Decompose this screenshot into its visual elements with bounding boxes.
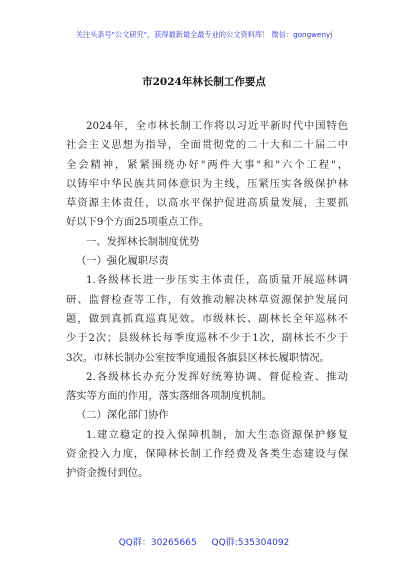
body-line: 2024年，全市林长制工作将以习近平新时代中国特色	[86, 120, 348, 132]
document-body	[66, 117, 348, 484]
header-banner: 关注头条号"公文研究"，获得最新最全最专业的公文资料库！ 微信：gongwenyj	[75, 30, 333, 39]
body-line: 全会精神，紧紧围绕办好"两件大事"和"六个工程"，	[66, 158, 348, 171]
footer-contacts	[0, 535, 408, 548]
body-line: 落实等方面的作用，落实落细各项制度机制。	[66, 390, 272, 403]
body-line: 好以下9个方面25项重点工作。	[66, 216, 210, 229]
body-line: 少于2次；县级林长每季度巡林不少于1次，副林长不少于	[66, 332, 348, 345]
body-line: 草资源主体责任，以高水平保护促进高质量发展，主要抓	[66, 197, 348, 210]
body-line: 资金投入力度，保障林长制工作经费及各类生态建设与保	[66, 448, 348, 461]
body-line: 3次。市林长制办公室按季度通报各旗县区林长履职情况。	[66, 351, 330, 364]
subsection-heading: （二）深化部门协作	[76, 409, 169, 422]
body-line: 研、监督检查等工作，有效推动解决林草资源保护发展问	[66, 293, 348, 306]
body-line: 护资金拨付到位。	[66, 467, 149, 480]
body-line: 1.各级林长进一步压实主体责任，高质量开展巡林调	[86, 274, 348, 287]
body-line: 2.各级林长办充分发挥好统筹协调、督促检查、推动	[86, 370, 348, 383]
body-line: 社会主义思想为指导，全面贯彻党的二十大和二十届二中	[66, 139, 348, 152]
subsection-heading: （一）强化履职尽责	[76, 255, 169, 268]
body-line: 题，做到真抓真巡真见效。市级林长、副林长全年巡林不	[66, 312, 348, 325]
qq-group-2: QQ群:535304092	[211, 538, 290, 548]
document-title: 市2024年林长制工作要点	[142, 76, 266, 88]
body-line: 1.建立稳定的投入保障机制，加大生态资源保护修复	[86, 428, 348, 441]
body-line: 以铸牢中华民族共同体意识为主线，压紧压实各级保护林	[66, 177, 348, 190]
section-heading: 一、发挥林长制制度优势	[86, 235, 200, 248]
qq-group-1: QQ群：30265665	[118, 538, 197, 548]
